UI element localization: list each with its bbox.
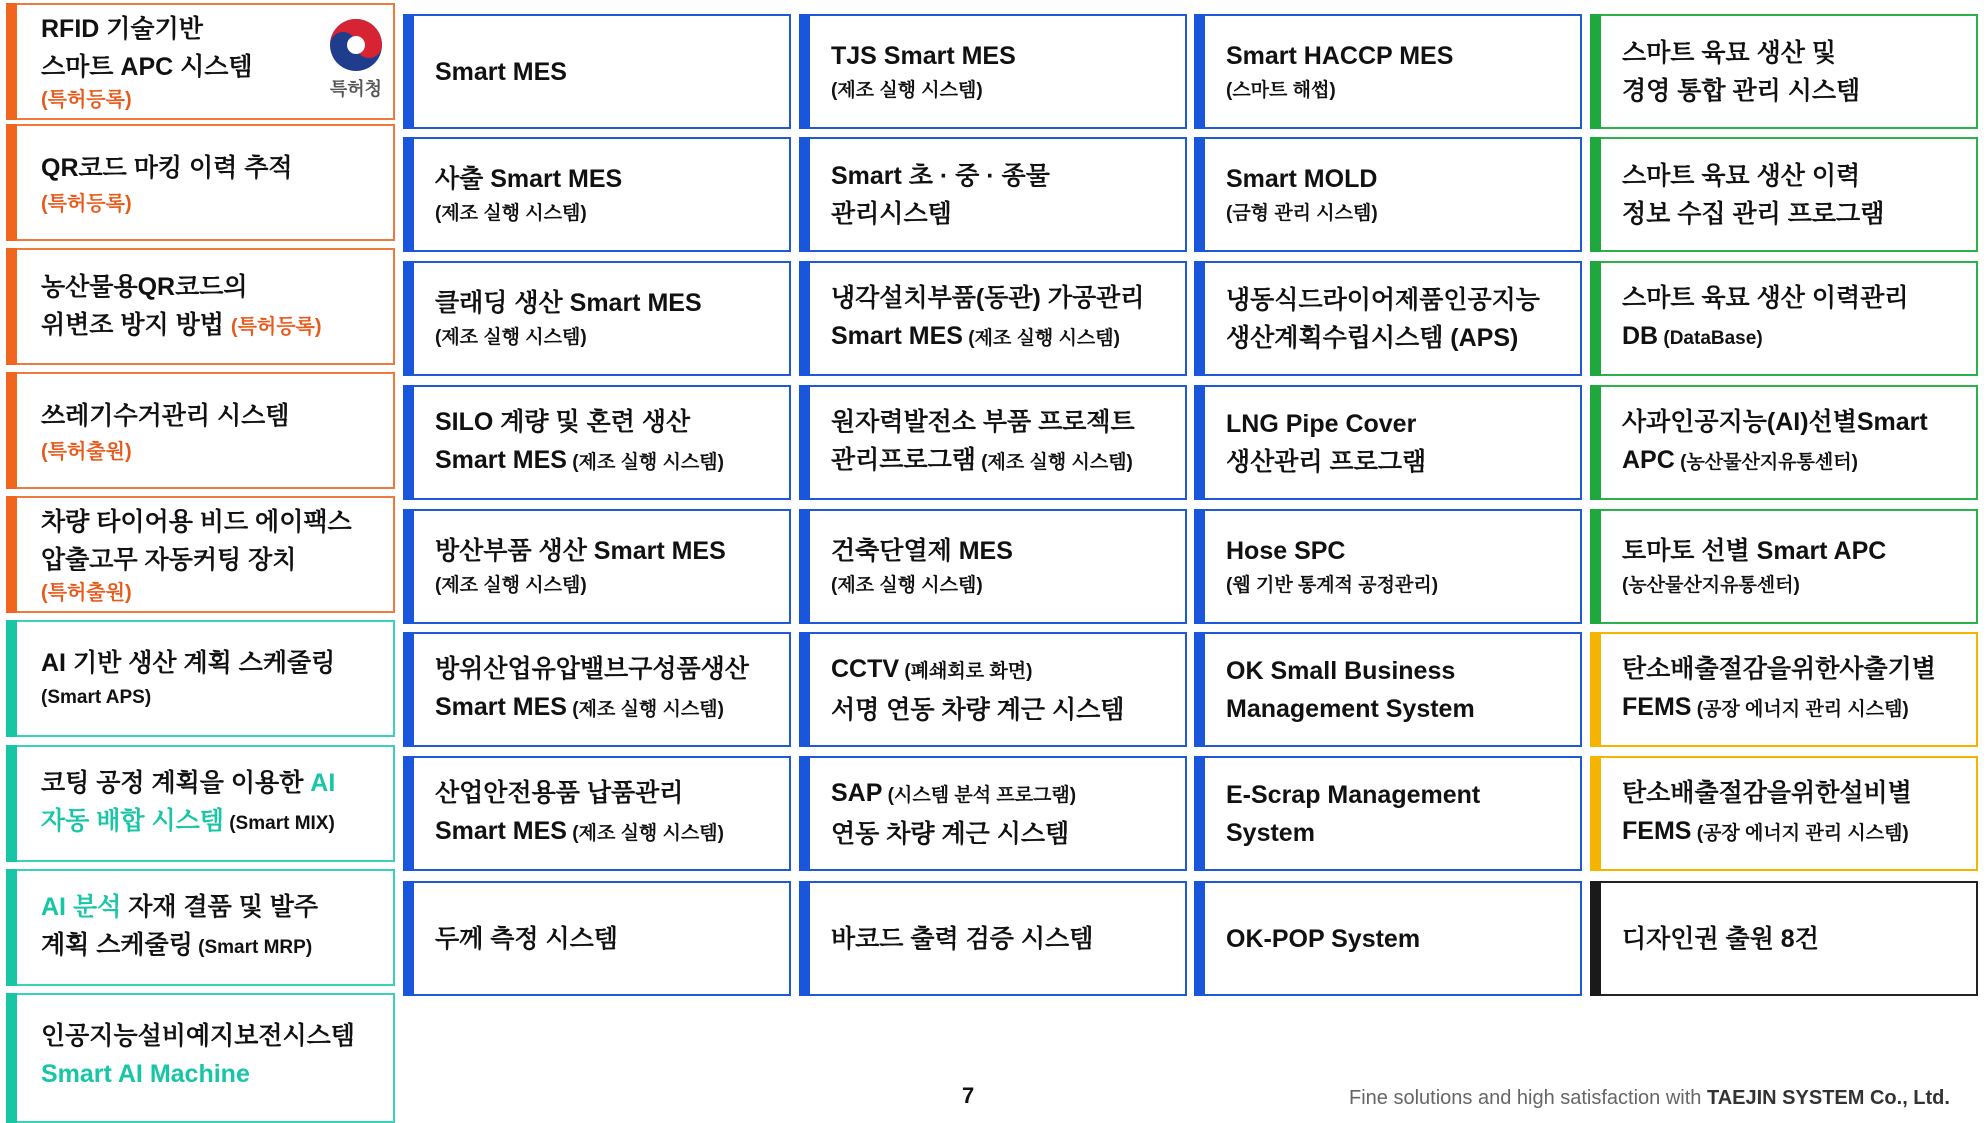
ai-card-smart-ai-machine <box>6 993 395 1123</box>
card-title-line2: 서명 연동 차량 계근 시스템 <box>831 696 1125 724</box>
col3-card-5 <box>799 509 1187 624</box>
card-title-line1: Smart 초 · 중 · 종물 <box>831 161 1050 190</box>
card-subtitle: (제조 실행 시스템) <box>831 79 983 101</box>
card-title-line1: 두께 측정 시스템 <box>435 924 618 953</box>
accent-bar <box>403 756 414 871</box>
accent-bar <box>799 756 810 871</box>
accent-bar <box>799 509 810 624</box>
ai-card-smart-aps <box>6 620 395 737</box>
accent-bar <box>1194 261 1205 376</box>
col3-card-6 <box>799 632 1187 747</box>
accent-bar <box>1590 509 1601 624</box>
accent-bar <box>6 248 17 365</box>
card-title-line2: DB (DataBase) <box>1622 322 1763 350</box>
card-title-line1: 스마트 육묘 생산 이력관리 <box>1622 284 1909 312</box>
card-subtitle: (제조 실행 시스템) <box>435 326 587 348</box>
card-subtitle: (제조 실행 시스템) <box>831 574 983 596</box>
card-title-line1: OK Small Business <box>1226 656 1456 685</box>
card-title-line2: 경영 통합 관리 시스템 <box>1622 76 1861 105</box>
col4-card-4 <box>1194 385 1582 500</box>
col3-card-3 <box>799 261 1187 376</box>
card-title-line1: OK-POP System <box>1226 924 1421 953</box>
accent-bar <box>403 632 414 747</box>
card-subtitle: (제조 실행 시스템) <box>435 202 587 224</box>
card-title-line1: 쓰레기수거관리 시스템 <box>41 402 290 430</box>
card-title-line2: 생산관리 프로그램 <box>1226 447 1427 476</box>
patent-card-waste-collection <box>6 372 395 489</box>
col5-card-2 <box>1590 137 1978 252</box>
card-title-line2: Smart MES (제조 실행 시스템) <box>435 817 724 845</box>
card-title-line1: Smart MES <box>435 57 567 86</box>
accent-bar <box>799 881 810 996</box>
patent-card-qr-anticounterfeit <box>6 248 395 365</box>
card-title-line2: APC (농산물산지유통센터) <box>1622 446 1858 474</box>
accent-bar <box>799 632 810 747</box>
card-subtitle: (Smart APS) <box>41 686 152 708</box>
col3-card-2 <box>799 137 1187 252</box>
ai-card-smart-mrp <box>6 869 395 986</box>
accent-bar <box>6 3 17 120</box>
card-title-line1: 사출 Smart MES <box>435 164 623 193</box>
card-title-line1: 원자력발전소 부품 프로젝트 <box>831 408 1135 436</box>
card-title-line1: AI 기반 생산 계획 스케줄링 <box>41 648 336 677</box>
col4-card-6 <box>1194 632 1582 747</box>
card-title-line1: LNG Pipe Cover <box>1226 409 1417 438</box>
card-title-line2: System <box>1226 818 1315 847</box>
card-title-line2: 계획 스케줄링 (Smart MRP) <box>41 931 313 959</box>
card-title-line2: FEMS (공장 에너지 관리 시스템) <box>1622 693 1909 721</box>
accent-bar <box>1194 881 1205 996</box>
accent-bar <box>799 14 810 129</box>
patent-status: (특허등록) <box>230 315 322 338</box>
card-title-line1: 디자인권 출원 8건 <box>1622 924 1819 953</box>
col5-card-6 <box>1590 632 1978 747</box>
patent-status: (특허출원) <box>41 581 132 604</box>
card-title-line1: 스마트 육묘 생산 및 <box>1622 38 1837 67</box>
col2-card-6 <box>403 632 791 747</box>
patent-status: (특허등록) <box>41 193 132 215</box>
col3-card-1 <box>799 14 1187 129</box>
accent-bar <box>403 261 414 376</box>
col4-card-3 <box>1194 261 1582 376</box>
patent-status: (특허등록) <box>41 88 132 111</box>
card-subtitle: (농산물산지유통센터) <box>1622 574 1800 596</box>
card-title-line1: 차량 타이어용 비드 에이팩스 <box>41 507 352 536</box>
col5-card-3 <box>1590 261 1978 376</box>
card-subtitle: (웹 기반 통계적 공정관리) <box>1226 574 1439 596</box>
col2-card-8 <box>403 881 791 996</box>
col4-card-2 <box>1194 137 1582 252</box>
card-title-line2: 연동 차량 계근 시스템 <box>831 820 1070 848</box>
card-title-line1: 냉각설치부품(동관) 가공관리 <box>831 284 1145 312</box>
accent-bar <box>1590 756 1601 871</box>
accent-bar <box>799 261 810 376</box>
card-title-line1: 방산부품 생산 Smart MES <box>435 536 726 565</box>
card-title-line2: Smart MES (제조 실행 시스템) <box>435 446 724 474</box>
accent-bar <box>1590 385 1601 500</box>
card-subtitle: (제조 실행 시스템) <box>435 574 587 596</box>
accent-bar <box>1194 385 1205 500</box>
card-title-line1: 코팅 공정 계획을 이용한 AI <box>41 769 336 797</box>
accent-bar <box>1194 137 1205 252</box>
card-title-line1: 건축단열제 MES <box>831 536 1013 565</box>
card-title-line1: 토마토 선별 Smart APC <box>1622 536 1887 565</box>
card-title-line2: Smart MES (제조 실행 시스템) <box>831 322 1120 350</box>
accent-bar <box>403 137 414 252</box>
card-title-line1: 탄소배출절감을위한설비별 <box>1622 779 1912 807</box>
accent-bar <box>1590 881 1601 996</box>
col5-card-1 <box>1590 14 1978 129</box>
col5-card-8 <box>1590 881 1978 996</box>
card-title-line2: 관리프로그램 (제조 실행 시스템) <box>831 446 1133 474</box>
accent-bar <box>6 745 17 862</box>
card-title-line2: 위변조 방지 방법 (특허등록) <box>41 310 322 339</box>
card-title-line1: 클래딩 생산 Smart MES <box>435 288 702 317</box>
card-title-line1: 탄소배출절감을위한사출기별 <box>1622 655 1936 683</box>
card-title-line2: 정보 수집 관리 프로그램 <box>1622 199 1885 228</box>
col2-card-4 <box>403 385 791 500</box>
card-title-line1: 바코드 출력 검증 시스템 <box>831 924 1094 953</box>
col3-card-7 <box>799 756 1187 871</box>
card-title-line2: 생산계획수립시스템 (APS) <box>1226 323 1519 352</box>
col3-card-4 <box>799 385 1187 500</box>
card-title-line1: 사과인공지능(AI)선별Smart <box>1622 408 1928 436</box>
card-title-line1: 인공지능설비예지보전시스템 <box>41 1022 355 1050</box>
accent-bar <box>6 372 17 489</box>
card-title-line2: 자동 배합 시스템 (Smart MIX) <box>41 807 335 835</box>
col5-card-7 <box>1590 756 1978 871</box>
footer-tagline: Fine solutions and high satisfaction with TAEJIN SYSTEM Co., Ltd. <box>1349 1087 1950 1109</box>
accent-bar <box>1194 509 1205 624</box>
col2-card-2 <box>403 137 791 252</box>
ai-card-smart-mix <box>6 745 395 862</box>
card-title-line1: E-Scrap Management <box>1226 780 1481 809</box>
accent-bar <box>6 993 17 1123</box>
patent-status: (특허출원) <box>41 441 132 463</box>
card-title-line2: FEMS (공장 에너지 관리 시스템) <box>1622 817 1909 845</box>
accent-bar <box>1194 632 1205 747</box>
col4-card-1 <box>1194 14 1582 129</box>
card-title-line1: 스마트 육묘 생산 이력 <box>1622 161 1861 190</box>
col2-card-7 <box>403 756 791 871</box>
card-title-line2: 압출고무 자동커팅 장치 <box>41 545 297 574</box>
card-subtitle: (스마트 해썹) <box>1226 79 1336 101</box>
taegeuk-logo-icon <box>328 17 384 73</box>
card-title-line1: 방위산업유압밸브구성품생산 <box>435 655 749 683</box>
col4-card-8 <box>1194 881 1582 996</box>
card-title-line1: AI 분석 자재 결품 및 발주 <box>41 893 319 921</box>
card-title-line1: 산업안전용품 납품관리 <box>435 779 684 807</box>
accent-bar <box>1590 137 1601 252</box>
card-title-line1: Hose SPC <box>1226 536 1346 565</box>
card-title-line2: Smart MES (제조 실행 시스템) <box>435 693 724 721</box>
patent-card-qr-marking <box>6 124 395 241</box>
accent-bar <box>6 496 17 613</box>
card-title-line1: 농산물용QR코드의 <box>41 272 248 301</box>
accent-bar <box>403 14 414 129</box>
accent-bar <box>1590 14 1601 129</box>
accent-bar <box>403 881 414 996</box>
card-title-line1: CCTV (폐쇄회로 화면) <box>831 655 1033 683</box>
kipo-emblem <box>325 17 387 101</box>
card-title-line1: Smart MOLD <box>1226 164 1378 193</box>
accent-bar <box>799 137 810 252</box>
patent-card-bead-apex-cutter <box>6 496 395 613</box>
patent-card-rfid-apc <box>6 3 395 120</box>
col2-card-1 <box>403 14 791 129</box>
kipo-label: 특허청 <box>329 79 383 99</box>
col5-card-4 <box>1590 385 1978 500</box>
card-title-line1: QR코드 마킹 이력 추적 <box>41 154 293 182</box>
card-title-line1: 냉동식드라이어제품인공지능 <box>1226 285 1540 314</box>
accent-bar <box>1194 14 1205 129</box>
accent-bar <box>1590 261 1601 376</box>
card-subtitle: (금형 관리 시스템) <box>1226 202 1378 224</box>
page-number: 7 <box>962 1083 975 1108</box>
accent-bar <box>403 509 414 624</box>
accent-bar <box>6 620 17 737</box>
accent-bar <box>6 124 17 241</box>
card-title-line2: 관리시스템 <box>831 199 952 228</box>
card-title-line1: Smart HACCP MES <box>1226 41 1454 70</box>
card-title-line2: 스마트 APC 시스템 <box>41 52 253 81</box>
col2-card-3 <box>403 261 791 376</box>
accent-bar <box>1194 756 1205 871</box>
card-title-line1: SILO 계량 및 혼련 생산 <box>435 408 691 436</box>
col4-card-5 <box>1194 509 1582 624</box>
card-title-line1: RFID 기술기반 <box>41 14 203 43</box>
col4-card-7 <box>1194 756 1582 871</box>
col3-card-8 <box>799 881 1187 996</box>
card-title-line1: SAP (시스템 분석 프로그램) <box>831 779 1077 807</box>
card-title-line1: TJS Smart MES <box>831 41 1016 70</box>
col5-card-5 <box>1590 509 1978 624</box>
accent-bar <box>799 385 810 500</box>
card-title-line2: Smart AI Machine <box>41 1060 250 1088</box>
accent-bar <box>6 869 17 986</box>
accent-bar <box>403 385 414 500</box>
col2-card-5 <box>403 509 791 624</box>
card-title-line2: Management System <box>1226 694 1475 723</box>
accent-bar <box>1590 632 1601 747</box>
